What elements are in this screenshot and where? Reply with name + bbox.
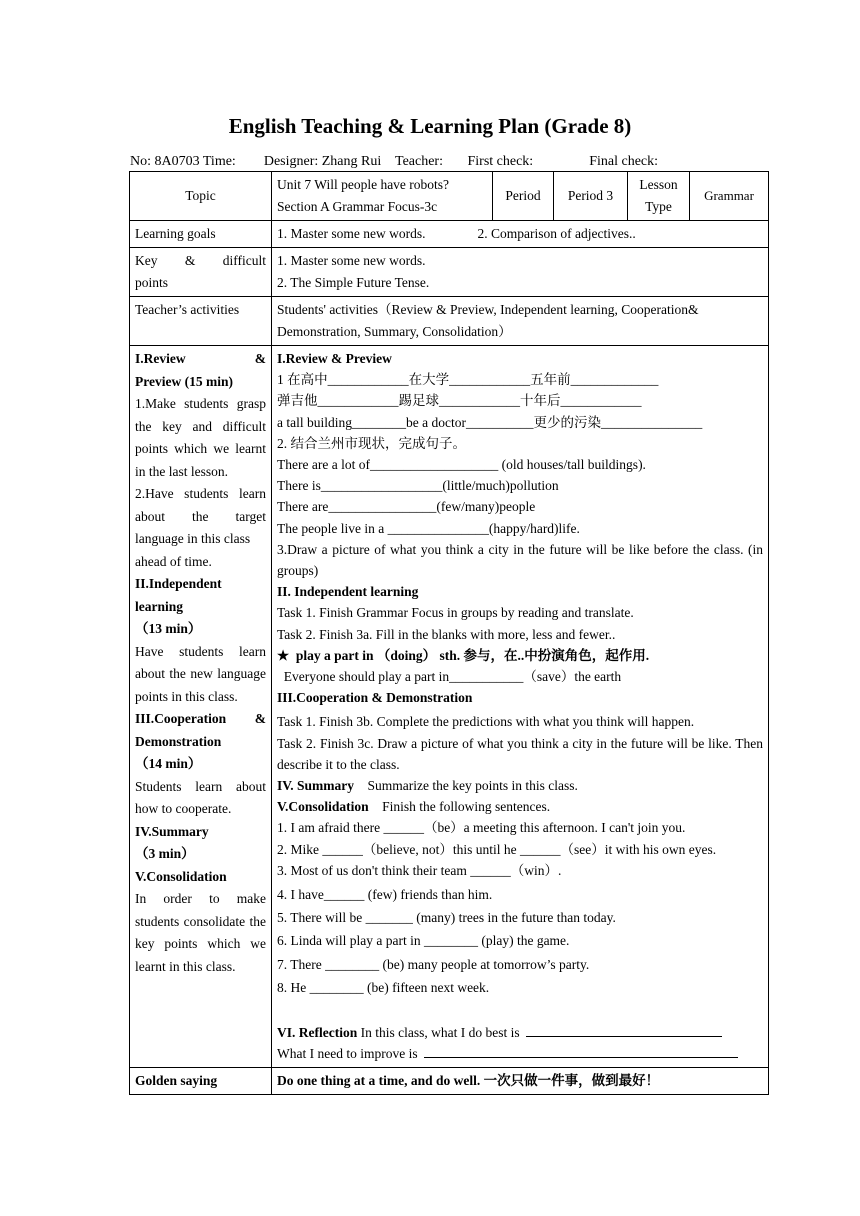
left-s3-text: Students learn about how to cooperate.	[135, 778, 266, 816]
right-r2-title: II. Independent learning	[277, 584, 419, 600]
meta-first-check: First check:	[467, 154, 534, 169]
consolidation-item: 8. He ________ (be) fifteen next week.	[277, 979, 490, 995]
key-point-2: 2. The Simple Future Tense.	[277, 275, 430, 290]
lesson-plan-table	[129, 171, 769, 1095]
right-r1-line8: The people live in a _______________(happy/hard)life.	[277, 520, 580, 536]
left-s1-title2: Preview (15 min)	[135, 373, 233, 389]
golden-saying-text: Do one thing at a time, and do well. 一次只做一件事，做到最好！	[272, 1067, 769, 1094]
right-r1-title: I.Review & Preview	[277, 351, 392, 366]
consolidation-item: 2. Mike ______（believe, not）this until he ______（see）it with his own eyes.	[277, 841, 717, 857]
consolidation-item: 4. I have______ (few) friends than him.	[277, 887, 493, 903]
right-r1-line4: 2. 结合兰州市现状，完成句子。	[277, 435, 466, 451]
right-r2-line3: Everyone should play a part in___________（save）the earth	[277, 669, 622, 685]
topic-row	[130, 172, 769, 221]
golden-saying-label: Golden saying	[130, 1067, 272, 1094]
left-s5-text: In order to make students consolidate the key points which we learnt in this class.	[135, 891, 266, 974]
meta-final-check: Final check:	[589, 154, 659, 169]
left-s3-time: （14 min）	[135, 756, 202, 771]
consolidation-item: 6. Linda will play a part in ________ (play) the game.	[277, 933, 570, 949]
right-r1-line7: There are________________(few/many)people	[277, 499, 536, 515]
right-r2-line1: Task 1. Finish Grammar Focus in groups by reading and translate.	[277, 605, 634, 621]
right-r1-line3: a tall building________be a doctor__________更少的污染_______________	[277, 414, 703, 430]
left-s2-text: Have students learn about the new language points in this class.	[135, 643, 266, 704]
goal-2: 2. Comparison of adjectives..	[477, 226, 636, 241]
students-activities: Students' activities（Review & Preview, Independent learning, Cooperation& Demonstration, Summary, Consolidation）	[272, 297, 769, 346]
right-r3-line2: Task 2. Finish 3c. Draw a picture of what you think a city in the future will be like. Then describe it to the class.	[277, 735, 763, 772]
right-r4	[277, 775, 763, 796]
right-r5	[277, 796, 763, 817]
left-s2-title: II.Independent learning	[135, 576, 222, 614]
goals-row	[130, 221, 769, 248]
right-r1-line1: 1 在高中____________在大学____________五年前_____________	[277, 372, 659, 388]
period-value: Period 3	[554, 172, 628, 221]
unit-cell	[272, 172, 493, 221]
unit-line2: Section A Grammar Focus-3c	[277, 199, 438, 214]
lesson-type-line1: Lesson	[639, 177, 678, 192]
reflection-blank-2	[424, 1057, 738, 1058]
right-r6-line2	[277, 1043, 763, 1064]
left-s5-title: V.Consolidation	[135, 868, 227, 884]
consolidation-item: 5. There will be _______ (many) trees in the future than today.	[277, 910, 616, 926]
meta-no: No: 8A0703	[130, 154, 200, 169]
right-r2-star: ★ play a part in （doing） sth. 参与，在..中扮演角色，起作用.	[277, 647, 650, 663]
goals-label: Learning goals	[130, 221, 272, 248]
reflection-blank-1	[526, 1036, 722, 1037]
goal-1: 1. Master some new words.	[277, 226, 426, 241]
students-activities-column	[272, 346, 769, 1068]
lesson-type-value: Grammar	[690, 172, 769, 221]
right-r2-line2: Task 2. Finish 3a. Fill in the blanks with more, less and fewer..	[277, 626, 616, 642]
teacher-activities-label: Teacher’s activities	[130, 297, 272, 346]
right-r6-line1	[277, 1022, 763, 1043]
right-r4-title: IV. Summary	[277, 778, 355, 794]
key-points-row	[130, 248, 769, 297]
goals-cell	[272, 221, 769, 248]
activities-row	[130, 297, 769, 346]
meta-designer: Designer: Zhang Rui	[263, 154, 382, 169]
document-title: English Teaching & Learning Plan (Grade 8)	[228, 114, 632, 138]
right-r6-title: VI. Reflection	[277, 1025, 358, 1041]
left-s4-time: （3 min）	[135, 846, 195, 861]
period-label: Period	[493, 172, 554, 221]
right-r4-text: Summarize the key points in this class.	[367, 778, 578, 794]
topic-label: Topic	[130, 172, 272, 221]
right-r5-text: Finish the following sentences.	[382, 799, 551, 815]
key-points-label: Key & difficult points	[130, 248, 272, 297]
consolidation-item: 3. Most of us don't think their team ______（win）.	[277, 862, 562, 878]
left-s3-title: III.Cooperation & Demonstration	[135, 711, 266, 749]
key-point-1: 1. Master some new words.	[277, 253, 426, 268]
left-s1-item2b: ahead of time.	[135, 553, 212, 569]
unit-line1: Unit 7 Will people have robots?	[277, 177, 450, 192]
key-points-cell	[272, 248, 769, 297]
right-r3-title: III.Cooperation & Demonstration	[277, 690, 473, 706]
consolidation-item: 7. There ________ (be) many people at tomorrow’s party.	[277, 956, 590, 972]
consolidation-item: 1. I am afraid there ______（be）a meeting this afternoon. I can't join you.	[277, 820, 686, 836]
right-r3-line1: Task 1. Finish 3b. Complete the predictions with what you think will happen.	[277, 714, 695, 730]
right-r1-line2: 弹吉他____________踢足球____________十年后____________	[277, 393, 642, 409]
right-r6-text2: What I need to improve is	[277, 1046, 418, 1062]
right-r6-text1: In this class, what I do best is	[360, 1025, 520, 1041]
teacher-activities-column	[130, 346, 272, 1068]
right-r1-line9: 3.Draw a picture of what you think a city in the future will be like before the class. (in groups)	[277, 541, 763, 579]
meta-line	[130, 154, 658, 170]
left-s4-title: IV.Summary	[135, 823, 209, 839]
left-s1-item1: 1.Make students grasp the key and difficult points which we learnt in the last lesson.	[135, 396, 266, 479]
meta-teacher: Teacher:	[395, 154, 443, 169]
lesson-type-line2: Type	[645, 199, 672, 214]
left-s1-title: I.Review &	[135, 351, 266, 366]
right-r5-title: V.Consolidation	[277, 799, 369, 815]
meta-time: Time:	[202, 154, 236, 169]
golden-saying-row	[130, 1067, 769, 1094]
left-s1-item2: 2.Have students learn about the target language in this class	[135, 486, 266, 546]
right-r1-line6: There is__________________(little/much)pollution	[277, 478, 559, 494]
left-s2-time: （13 min）	[135, 621, 202, 636]
lesson-type-label	[628, 172, 690, 221]
right-r1-line5: There are a lot of___________________ (old houses/tall buildings).	[277, 457, 646, 473]
main-row	[130, 346, 769, 1068]
